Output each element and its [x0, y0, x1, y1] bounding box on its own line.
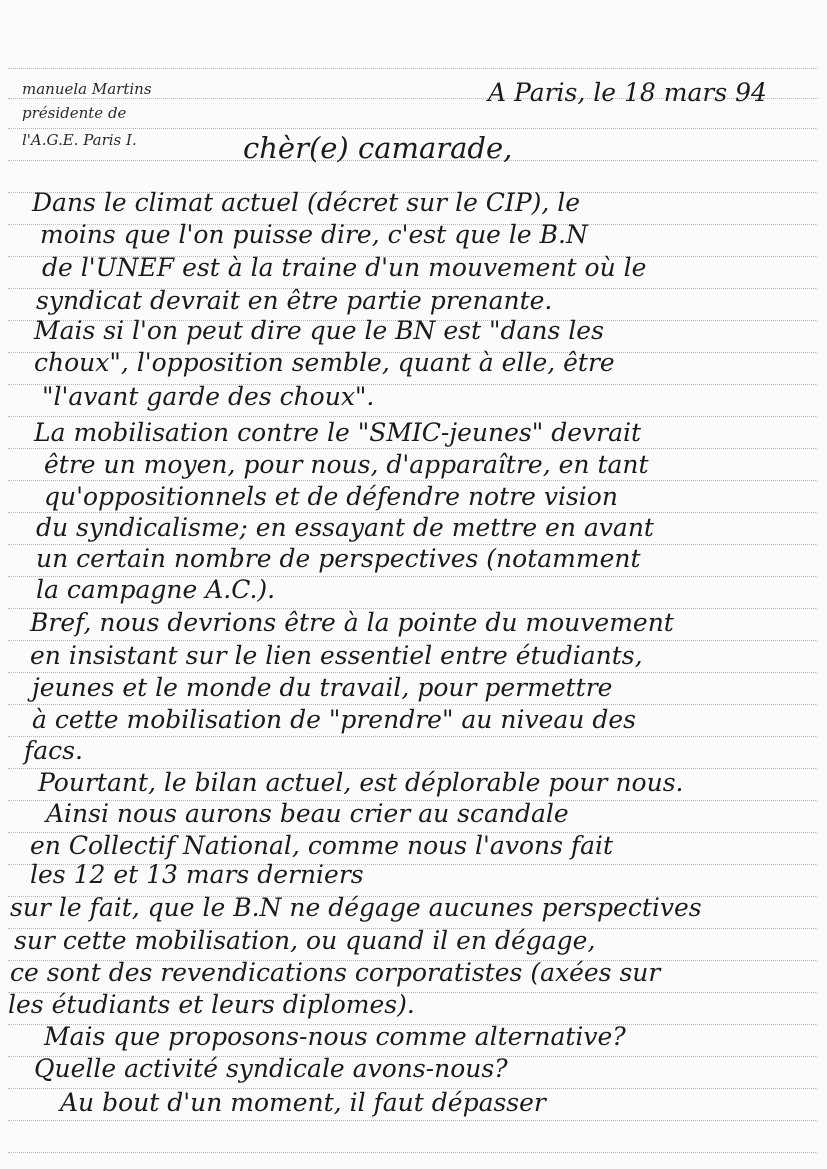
body-line: syndicat devrait en être partie prenante.: [36, 286, 553, 315]
body-line: "l'avant garde des choux".: [42, 382, 375, 411]
letter-date: A Paris, le 18 mars 94: [488, 78, 767, 107]
body-line: en insistant sur le lien essentiel entre étudiants,: [30, 641, 643, 670]
paper-rule: [8, 480, 818, 481]
sender-name: manuela Martins: [22, 80, 152, 98]
paper-rule: [8, 736, 818, 737]
body-line: Bref, nous devrions être à la pointe du mouvement: [30, 608, 674, 637]
paper-rule: [8, 416, 818, 417]
sender-organisation: l'A.G.E. Paris I.: [22, 131, 137, 149]
sender-title: présidente de: [22, 104, 127, 122]
body-line: moins que l'on puisse dire, c'est que le B.N: [40, 220, 588, 249]
body-line: en Collectif National, comme nous l'avons fait: [30, 831, 614, 860]
body-line: Mais que proposons-nous comme alternative?: [44, 1022, 626, 1051]
body-line: ce sont des revendications corporatistes (axées sur: [10, 958, 661, 987]
body-line: la campagne A.C.).: [36, 575, 276, 604]
body-line: facs.: [24, 736, 83, 765]
paper-rule: [8, 128, 818, 129]
paper-rule: [8, 1152, 818, 1153]
body-line: choux", l'opposition semble, quant à elle, être: [34, 348, 615, 377]
body-line: être un moyen, pour nous, d'apparaître, en tant: [44, 450, 649, 479]
paper-rule: [8, 68, 818, 69]
greeting: chèr(e) camarade,: [243, 131, 513, 165]
body-line: Mais si l'on peut dire que le BN est "dans les: [34, 316, 604, 345]
body-line: qu'oppositionnels et de défendre notre vision: [44, 482, 618, 511]
body-line: sur cette mobilisation, ou quand il en dégage,: [14, 926, 596, 955]
body-line: Quelle activité syndicale avons-nous?: [34, 1054, 508, 1083]
body-line: du syndicalisme; en essayant de mettre en avant: [36, 513, 654, 542]
body-line: les 12 et 13 mars derniers: [30, 860, 364, 889]
body-line: Pourtant, le bilan actuel, est déplorable pour nous.: [38, 768, 684, 797]
paper-rule: [8, 1120, 818, 1121]
body-line: de l'UNEF est à la traine d'un mouvement où le: [42, 253, 647, 282]
body-line: Dans le climat actuel (décret sur le CIP), le: [32, 188, 581, 217]
body-line: sur le fait, que le B.N ne dégage aucunes perspectives: [10, 893, 702, 922]
body-line: les étudiants et leurs diplomes).: [8, 990, 415, 1019]
paper-rule: [8, 448, 818, 449]
body-line: Ainsi nous aurons beau crier au scandale: [46, 799, 569, 828]
body-line: un certain nombre de perspectives (notamment: [36, 544, 641, 573]
body-line: jeunes et le monde du travail, pour permettre: [32, 673, 613, 702]
body-line: La mobilisation contre le "SMIC-jeunes" devrait: [34, 418, 642, 447]
body-line: Au bout d'un moment, il faut dépasser: [60, 1088, 546, 1117]
body-line: à cette mobilisation de "prendre" au niveau des: [32, 705, 636, 734]
